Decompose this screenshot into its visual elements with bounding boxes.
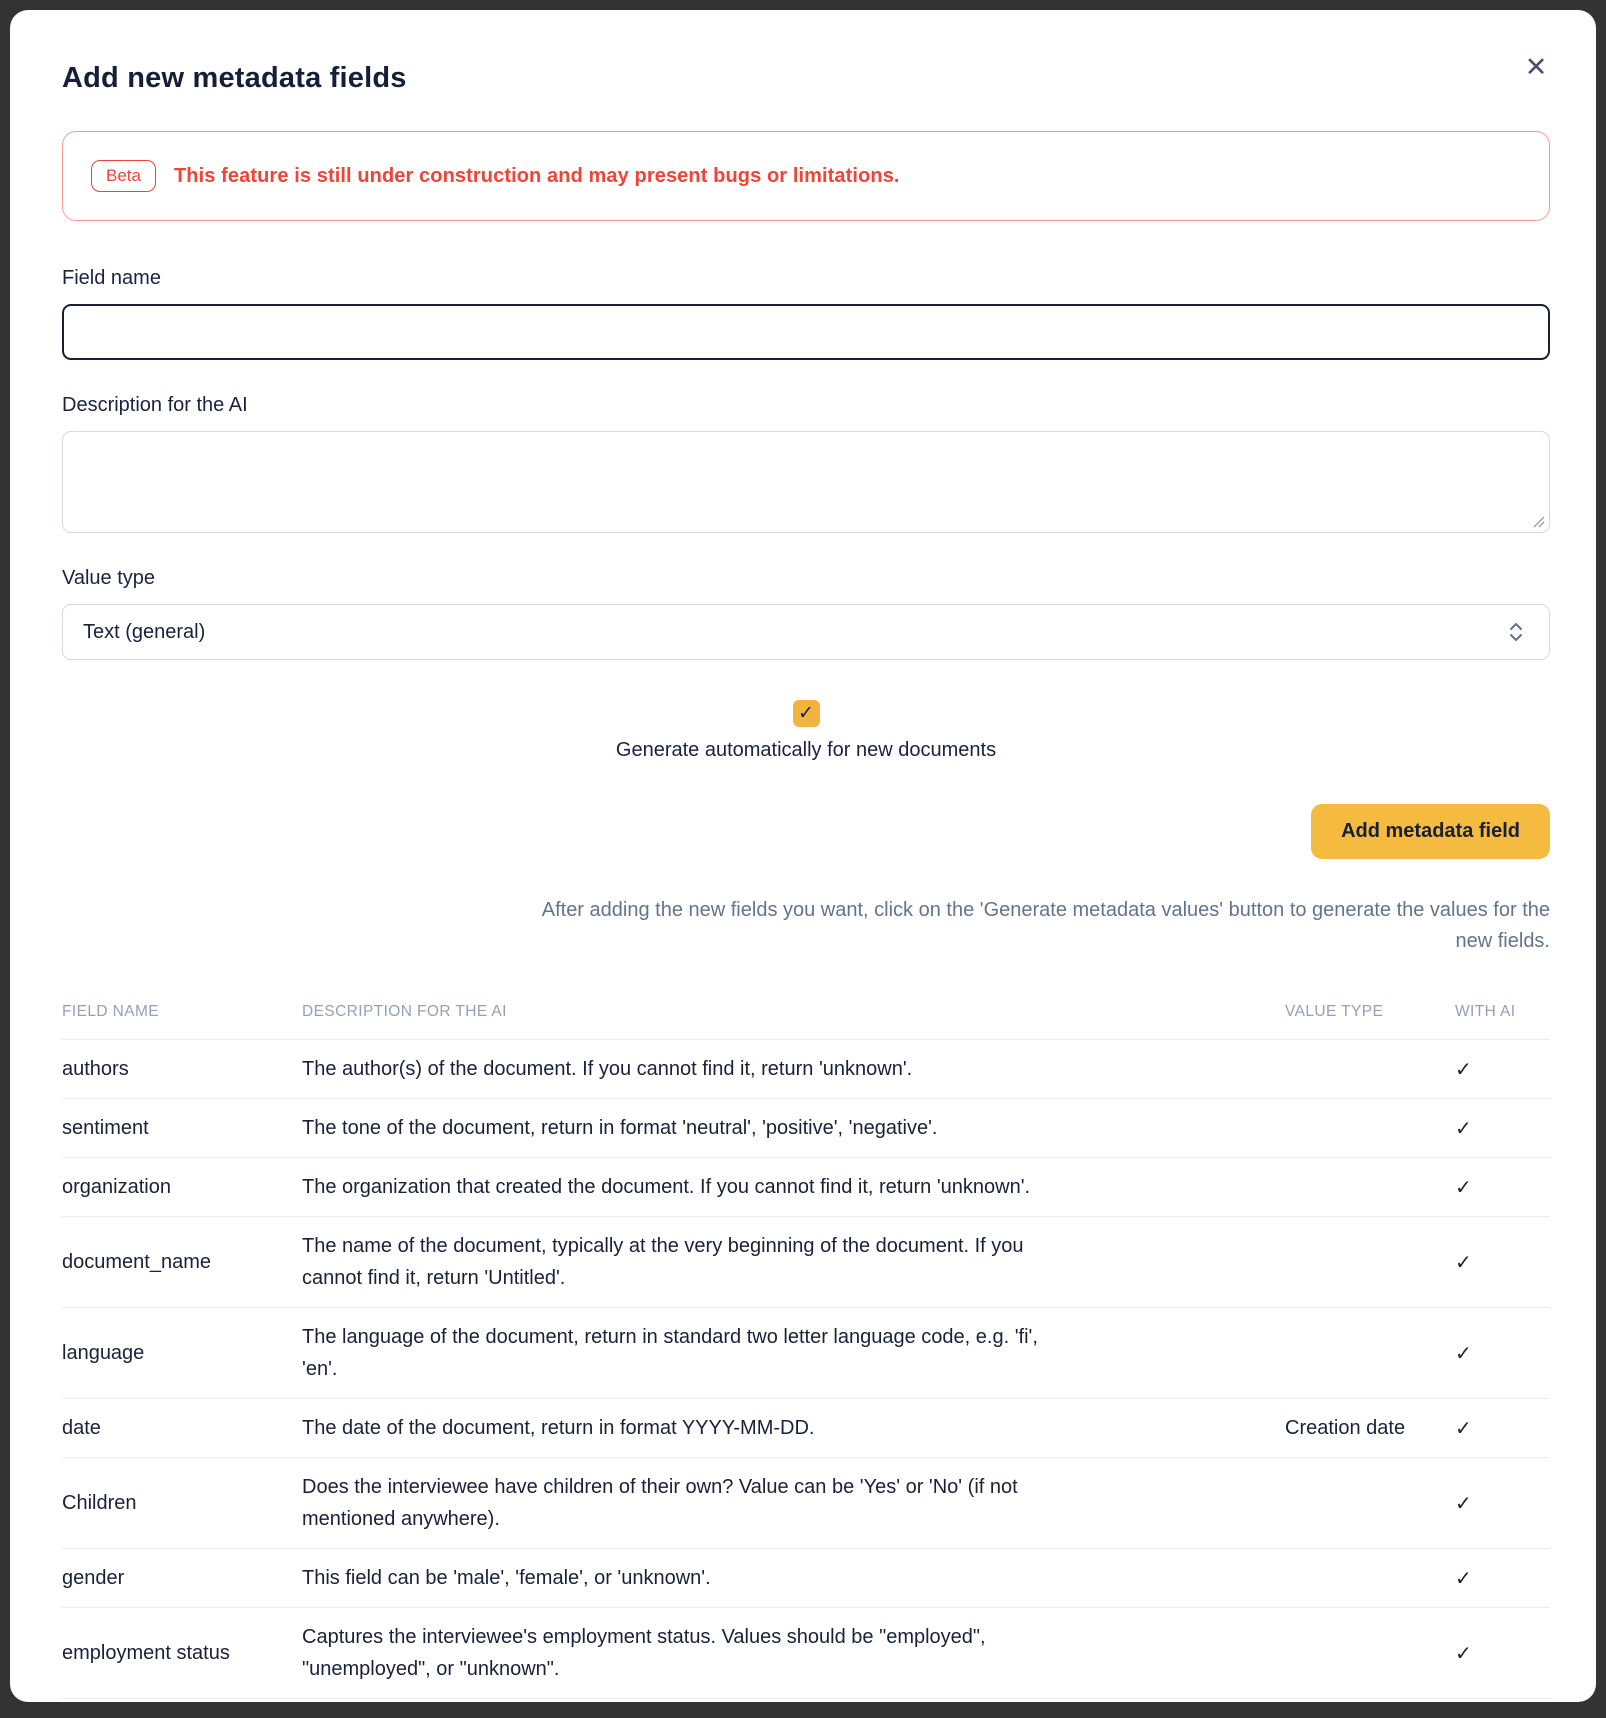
check-icon: ✓: [1455, 1490, 1472, 1515]
check-icon: ✓: [1455, 1249, 1472, 1274]
field-name-cell: gender: [62, 1549, 302, 1608]
generate-automatically-section: [62, 700, 1550, 762]
metadata-fields-table: [62, 1003, 1550, 1699]
description-cell: The name of the document, typically at the very beginning of the document. If you cannot find it, return 'Untitled'.: [302, 1217, 1285, 1308]
table-row: [62, 1608, 1550, 1699]
description-cell: This field can be 'male', 'female', or 'unknown'.: [302, 1549, 1285, 1608]
resize-handle-icon[interactable]: [1531, 514, 1545, 528]
check-icon: ✓: [1455, 1640, 1472, 1665]
table-row: [62, 1549, 1550, 1608]
table-row: [62, 1458, 1550, 1549]
with-ai-cell: [1455, 1549, 1550, 1608]
table-row: [62, 1040, 1550, 1099]
modal-header: [62, 52, 1550, 95]
value-type-cell: [1285, 1158, 1455, 1217]
description-cell: The author(s) of the document. If you cannot find it, return 'unknown'.: [302, 1040, 1285, 1099]
description-cell: The date of the document, return in format YYYY-MM-DD.: [302, 1399, 1285, 1458]
field-name-cell: sentiment: [62, 1099, 302, 1158]
with-ai-cell: [1455, 1608, 1550, 1699]
value-type-cell: Creation date: [1285, 1399, 1455, 1458]
value-type-cell: [1285, 1458, 1455, 1549]
value-type-cell: [1285, 1308, 1455, 1399]
add-metadata-field-button[interactable]: Add metadata field: [1311, 804, 1550, 859]
with-ai-cell: [1455, 1040, 1550, 1099]
table-row: [62, 1399, 1550, 1458]
value-type-cell: [1285, 1549, 1455, 1608]
field-name-cell: language: [62, 1308, 302, 1399]
check-icon: ✓: [1455, 1115, 1472, 1140]
table-row: [62, 1217, 1550, 1308]
chevron-up-down-icon: [1508, 621, 1524, 643]
beta-badge: Beta: [91, 160, 156, 192]
description-textarea-wrap: [62, 431, 1550, 533]
description-cell: The tone of the document, return in format 'neutral', 'positive', 'negative'.: [302, 1099, 1285, 1158]
beta-alert: [62, 131, 1550, 221]
check-icon: ✓: [1455, 1565, 1472, 1590]
table-row: [62, 1099, 1550, 1158]
header-value-type: VALUE TYPE: [1285, 1003, 1455, 1040]
field-name-cell: authors: [62, 1040, 302, 1099]
field-name-cell: organization: [62, 1158, 302, 1217]
value-type-cell: [1285, 1217, 1455, 1308]
field-name-label: Field name: [62, 267, 161, 289]
check-icon: ✓: [1455, 1415, 1472, 1440]
value-type-label: Value type: [62, 567, 156, 589]
description-cell: Does the interviewee have children of their own? Value can be 'Yes' or 'No' (if not mentioned anywhere).: [302, 1458, 1285, 1549]
description-cell: The organization that created the document. If you cannot find it, return 'unknown'.: [302, 1158, 1285, 1217]
check-icon: ✓: [1455, 1174, 1472, 1199]
add-metadata-fields-modal: [10, 10, 1596, 1702]
value-type-selected-option: Text (general): [83, 620, 206, 643]
header-with-ai: WITH AI: [1455, 1003, 1550, 1040]
description-label: Description for the AI: [62, 394, 248, 416]
value-type-select-wrap: [62, 604, 1550, 660]
table-header-row: [62, 1003, 1550, 1040]
field-name-cell: document_name: [62, 1217, 302, 1308]
value-type-cell: [1285, 1099, 1455, 1158]
field-name-cell: employment status: [62, 1608, 302, 1699]
table-row: [62, 1308, 1550, 1399]
value-type-cell: [1285, 1608, 1455, 1699]
description-cell: The language of the document, return in standard two letter language code, e.g. 'fi', 'en'.: [302, 1308, 1285, 1399]
value-type-select[interactable]: [62, 604, 1550, 660]
field-name-cell: date: [62, 1399, 302, 1458]
field-name-cell: Children: [62, 1458, 302, 1549]
check-icon: ✓: [1455, 1056, 1472, 1081]
description-cell: Captures the interviewee's employment status. Values should be "employed", "unemployed", or "unknown".: [302, 1608, 1285, 1699]
generate-automatically-label: Generate automatically for new documents: [615, 739, 997, 761]
button-row: [62, 804, 1550, 859]
table-row: [62, 1158, 1550, 1217]
generate-automatically-checkbox[interactable]: ✓: [793, 700, 820, 727]
close-icon[interactable]: ✕: [1516, 48, 1556, 88]
beta-alert-message: This feature is still under construction and may present bugs or limitations.: [173, 164, 900, 187]
with-ai-cell: [1455, 1217, 1550, 1308]
with-ai-cell: [1455, 1308, 1550, 1399]
with-ai-cell: [1455, 1158, 1550, 1217]
field-name-input[interactable]: [62, 304, 1550, 360]
modal-title: Add new metadata fields: [62, 62, 407, 94]
check-icon: ✓: [1455, 1340, 1472, 1365]
helper-text: After adding the new fields you want, click on the 'Generate metadata values' button to generate the values for the new fields.: [541, 899, 1550, 952]
with-ai-cell: [1455, 1399, 1550, 1458]
with-ai-cell: [1455, 1458, 1550, 1549]
header-description: DESCRIPTION FOR THE AI: [302, 1003, 1285, 1040]
header-field-name: FIELD NAME: [62, 1003, 302, 1040]
description-textarea[interactable]: [62, 431, 1550, 533]
with-ai-cell: [1455, 1099, 1550, 1158]
value-type-cell: [1285, 1040, 1455, 1099]
